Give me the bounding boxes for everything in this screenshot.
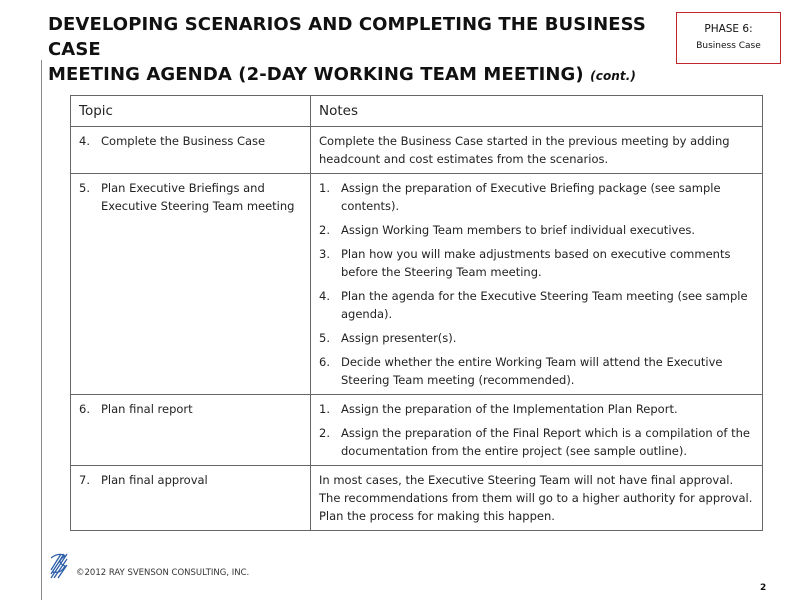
topic-text: Complete the Business Case xyxy=(101,134,266,148)
note-item xyxy=(319,400,754,418)
table-header-row xyxy=(71,96,763,127)
note-text: Assign presenter(s). xyxy=(341,331,457,345)
note-number: 5. xyxy=(319,331,330,345)
topic-number: 6. xyxy=(79,402,90,416)
note-text: Assign the preparation of Executive Briefing package (see sample contents). xyxy=(341,181,721,213)
note-text: Assign Working Team members to brief individual executives. xyxy=(341,223,696,237)
topic-text: Plan final approval xyxy=(101,473,208,487)
page-title xyxy=(48,12,673,89)
topic-text: Plan Executive Briefings and Executive Steering Team meeting xyxy=(101,181,295,213)
note-text: Assign the preparation of the Final Report which is a compilation of the documentation from the entire project (see sample outline). xyxy=(341,426,750,458)
note-text: Plan the agenda for the Executive Steering Team meeting (see sample agenda). xyxy=(341,289,748,321)
title-line-1: DEVELOPING SCENARIOS AND COMPLETING THE BUSINESS CASE xyxy=(48,14,646,60)
table-row xyxy=(71,466,763,531)
topic-number: 7. xyxy=(79,473,90,487)
note-text: Plan how you will make adjustments based on executive comments before the Steering Team meeting. xyxy=(341,247,731,279)
note-number: 3. xyxy=(319,247,330,261)
table-row xyxy=(71,174,763,395)
title-line-2 xyxy=(48,62,673,89)
topic-cell xyxy=(71,174,311,395)
note-number: 1. xyxy=(319,181,330,195)
notes-cell xyxy=(311,174,763,395)
notes-cell xyxy=(311,127,763,174)
note-item xyxy=(319,179,754,215)
phase-sublabel: Business Case xyxy=(696,41,761,51)
note-item xyxy=(319,424,754,460)
notes-cell xyxy=(311,395,763,466)
topic-number: 5. xyxy=(79,181,90,195)
note-item xyxy=(319,329,754,347)
phase-label: PHASE 6: xyxy=(704,23,753,35)
table-row xyxy=(71,395,763,466)
note-text: Assign the preparation of the Implementation Plan Report. xyxy=(341,402,678,416)
note-paragraph: In most cases, the Executive Steering Team will not have final approval. The recommendations from them will go to a higher authority for approval. Plan the process for making this happen. xyxy=(319,473,753,523)
topic-cell xyxy=(71,466,311,531)
page-number: 2 xyxy=(760,583,767,593)
phase-badge xyxy=(676,12,781,64)
notes-cell xyxy=(311,466,763,531)
note-number: 6. xyxy=(319,355,330,369)
column-header-topic: Topic xyxy=(71,96,311,127)
note-number: 2. xyxy=(319,223,330,237)
table-row xyxy=(71,127,763,174)
note-paragraph: Complete the Business Case started in the previous meeting by adding headcount and cost estimates from the scenarios. xyxy=(319,134,730,166)
note-item xyxy=(319,353,754,389)
title-suffix: (cont.) xyxy=(590,69,637,83)
copyright-notice: ©2012 RAY SVENSON CONSULTING, INC. xyxy=(76,568,250,578)
note-text: Decide whether the entire Working Team will attend the Executive Steering Team meeting (recommended). xyxy=(341,355,723,387)
column-header-notes: Notes xyxy=(311,96,763,127)
note-item xyxy=(319,221,754,239)
title-line-2-text: MEETING AGENDA (2-DAY WORKING TEAM MEETING) xyxy=(48,64,584,85)
topic-cell xyxy=(71,395,311,466)
note-number: 2. xyxy=(319,426,330,440)
topic-text: Plan final report xyxy=(101,402,193,416)
note-item xyxy=(319,245,754,281)
company-logo-icon xyxy=(49,550,69,580)
note-number: 4. xyxy=(319,289,330,303)
left-margin-rule xyxy=(41,60,42,600)
topic-number: 4. xyxy=(79,134,90,148)
agenda-table xyxy=(70,95,763,531)
topic-cell xyxy=(71,127,311,174)
note-number: 1. xyxy=(319,402,330,416)
note-item xyxy=(319,287,754,323)
